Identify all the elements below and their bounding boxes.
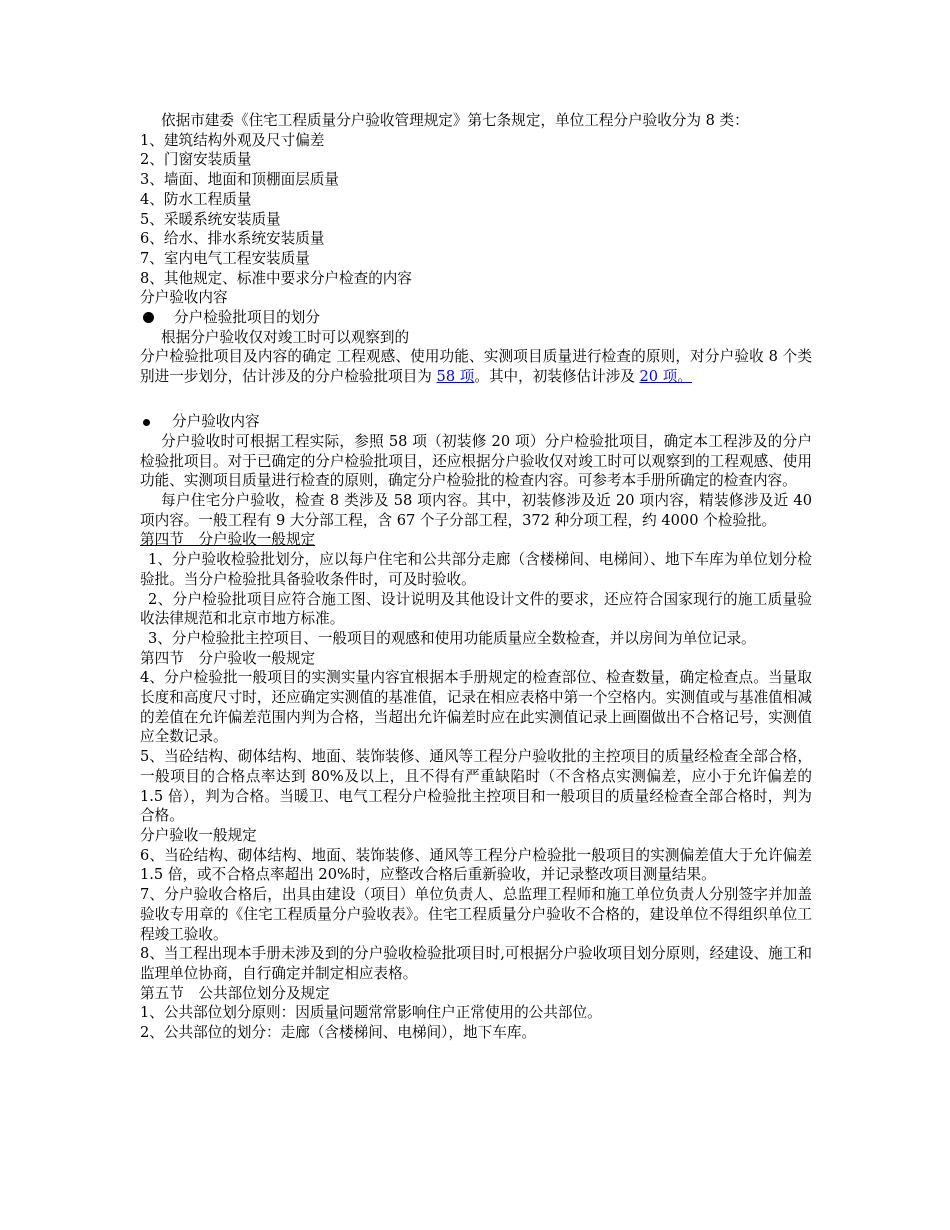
rule-5: 5、当砼结构、砌体结构、地面、装饰装修、通风等工程分户验收批的主控项目的质量经检查全部合格，一般项目的合格点率达到 80%及以上，且不得有严重缺陷时（不含格点实测偏差，应小于允许偏差的 1.5 倍），判为合格。当暖卫、电气工程分户检验批主控项目和一般项目的质量经检查全部合格时，判为合格。 (140, 748, 812, 825)
bullet-dot-icon (143, 419, 150, 426)
rule-7: 7、分户验收合格后，出具由建设（项目）单位负责人、总监理工程师和施工单位负责人分别签字并加盖验收专用章的《住宅工程质量分户验收表》。住宅工程质量分户验收不合格的，建设单位不得组织单位工程竣工验收。 (140, 886, 812, 943)
rule-3: 3、分户检验批主控项目、一般项目的观感和使用功能质量应全数检查，并以房间为单位记录。 (148, 629, 756, 647)
category-item-2: 2、门窗安装质量 (140, 151, 252, 169)
document-page (140, 111, 812, 1043)
bullet-item-content (140, 412, 812, 432)
category-item-6: 6、给水、排水系统安装质量 (140, 230, 325, 248)
paragraph-content: 分户验收时可根据工程实际，参照 58 项（初装修 20 项）分户检验批项目，确定本工程涉及的分户检验批项目。对于已确定的分户检验批项目，还应根据分户验收仅对竣工时可以观察到的工程观感、使用功能、实测项目质量进行检查的原则，确定分户检验批的检查内容。可参考本手册所确定的检查内容。 (140, 432, 812, 490)
category-item-5: 5、采暖系统安装质量 (140, 210, 281, 228)
category-item-1: 1、建筑结构外观及尺寸偏差 (140, 131, 325, 149)
bullet-dot-icon (143, 312, 154, 323)
empty-link[interactable] (140, 387, 144, 407)
category-item-4: 4、防水工程质量 (140, 190, 252, 208)
category-item-8: 8、其他规定、标准中要求分户检查的内容 (140, 269, 412, 287)
heading-general-rules: 分户验收一般规定 (140, 827, 257, 844)
paragraph-observe-line: 根据分户验收仅对竣工时可以观察到的 (161, 328, 410, 346)
rule-4: 4、分户检验批一般项目的实测实量内容宜根据本手册规定的检查部位、检查数量，确定检查点。当量取长度和高度尺寸时，还应确定实测值的基准值，记录在相应表格中第一个空格内。实测值或与基准值相减的差值在允许偏差范围内判为合格，当超出允许偏差时应在此实测值记录上画圈做出不合格记号，实测值应全数记录。 (140, 669, 812, 746)
rule-8: 8、当工程出现本手册未涉及到的分户验收检验批项目时,可根据分户验收项目划分原则，经建设、施工和监理单位协商，自行确定并制定相应表格。 (140, 945, 812, 982)
link-20-items[interactable]: 20 项。 (639, 368, 692, 386)
category-item-3: 3、墙面、地面和顶棚面层质量 (140, 171, 340, 189)
public-rule-2: 2、公共部位的划分：走廊（含楼梯间、电梯间），地下车库。 (140, 1024, 537, 1042)
paragraph-division (140, 347, 812, 386)
empty-link-line (140, 387, 812, 412)
bullet-item-division (140, 308, 812, 328)
rule-6: 6、当砼结构、砌体结构、地面、装饰装修、通风等工程分户检验批一般项目的实测偏差值大于允许偏差 1.5 倍，或不合格点率超出 20%时，应整改合格后重新验收，并记录整改项目测量结果。 (140, 846, 812, 884)
link-58-items[interactable]: 58 项 (436, 368, 475, 386)
rule-2: 2、分户检验批项目应符合施工图、设计说明及其他设计文件的要求，还应符合国家现行的施工质量验收法律规范和北京市地方标准。 (140, 590, 812, 628)
rule-1: 1、分户验收检验批划分，应以每户住宅和公共部分走廊（含楼梯间、电梯间）、地下车库为单位划分检验批。当分户检验批具备验收条件时，可及时验收。 (140, 551, 812, 588)
public-rule-1: 1、公共部位划分原则：因质量问题常常影响住户正常使用的公共部位。 (140, 1004, 602, 1022)
paragraph-division-text: 分户检验批项目及内容的确定 工程观感、使用功能、实测项目质量进行检查的原则，对分户验收 8 个类别进一步划分，估计涉及的分户检验批项目为 (140, 348, 812, 386)
paragraph-statistics: 每户住宅分户验收，检查 8 类涉及 58 项内容。其中，初装修涉及近 20 项内容，精装修涉及近 40 项内容。一般工程有 9 大分部工程，含 67 个子分部工程，372 种分项工程，约 4000 个检验批。 (140, 492, 812, 529)
category-item-7: 7、室内电气工程安装质量 (140, 249, 310, 267)
section-5-title: 第五节 公共部位划分及规定 (140, 984, 330, 1002)
section-4-title-repeat: 第四节 分户验收一般规定 (140, 649, 316, 667)
section-4-title: 第四节 分户验收一般规定 (140, 531, 316, 549)
bullet-label: 分户验收内容 (172, 413, 260, 431)
intro-paragraph: 依据市建委《住宅工程质量分户验收管理规定》第七条规定，单位工程分户验收分为 8 类： (161, 112, 749, 129)
bullet-label: 分户检验批项目的划分 (174, 309, 320, 327)
heading-acceptance-content: 分户验收内容 (140, 289, 228, 307)
paragraph-division-mid: 。其中，初装修估计涉及 (474, 368, 640, 386)
